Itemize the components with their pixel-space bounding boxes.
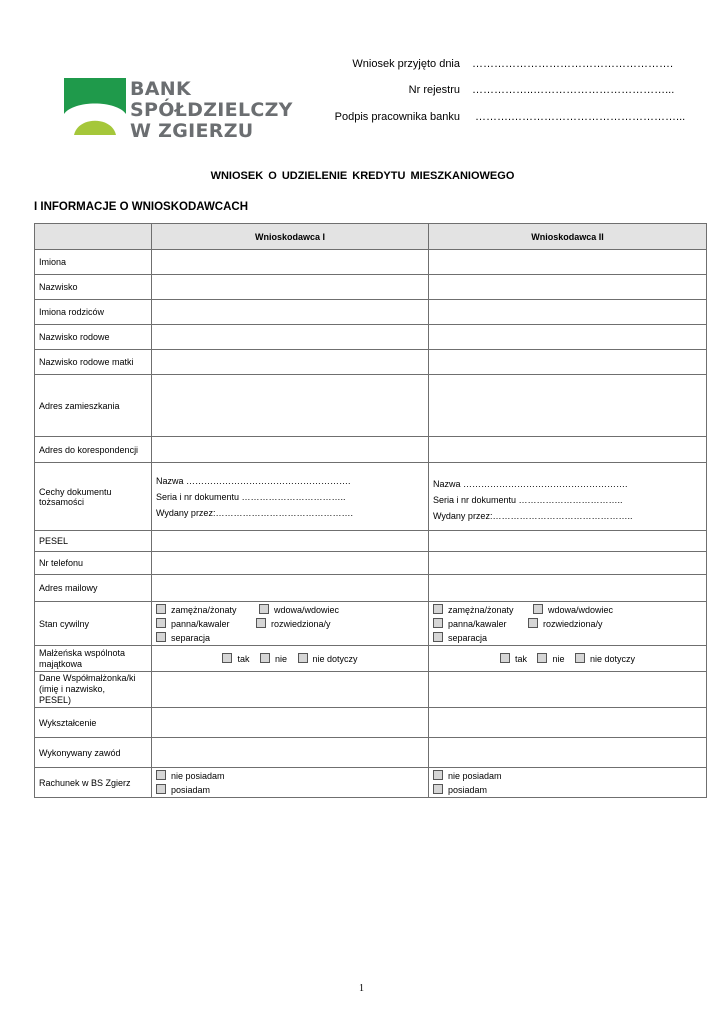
separated-label: separacja <box>171 632 211 643</box>
document-issuer-field-1[interactable]: Wydany przez:………………………………………. <box>156 507 353 518</box>
account-options-2 <box>429 768 707 798</box>
single-label: panna/kawaler <box>448 618 507 629</box>
nazwisko-field-2[interactable] <box>429 275 707 300</box>
page-number: 1 <box>359 983 364 994</box>
adres-zamieszkania-field-1[interactable] <box>152 375 429 437</box>
wyksztalcenie-field-1[interactable] <box>152 708 429 738</box>
nazwisko-rodowe-field-1[interactable] <box>152 325 429 350</box>
row-label-imiona: Imiona <box>35 250 152 275</box>
widowed-checkbox-2[interactable] <box>533 604 543 614</box>
row-label-imiona-rodzicow: Imiona rodziców <box>35 300 152 325</box>
row-label-nr-telefonu: Nr telefonu <box>35 552 152 575</box>
adres-korespondencji-field-2[interactable] <box>429 437 707 463</box>
imiona-field-1[interactable] <box>152 250 429 275</box>
account-none-label: nie posiadam <box>448 770 502 781</box>
separated-label: separacja <box>448 632 488 643</box>
divorced-label: rozwiedziona/y <box>543 618 603 629</box>
account-none-label: nie posiadam <box>171 770 225 781</box>
community-no-label: nie <box>552 654 565 664</box>
bank-logo-mark-icon <box>64 78 126 136</box>
row-label-dane-wspolmalzonka-line2: (imię i nazwisko, <box>39 684 106 694</box>
document-title: WNIOSEK O UDZIELENIE KREDYTU MIESZKANIOWEGO <box>210 170 515 182</box>
row-label-wyksztalcenie: Wykształcenie <box>35 708 152 738</box>
divorced-label: rozwiedziona/y <box>271 618 331 629</box>
community-yes-label: tak <box>514 654 527 664</box>
account-options-1 <box>152 768 429 798</box>
spouse-data-field-2[interactable] <box>429 672 707 708</box>
row-label-nazwisko: Nazwisko <box>35 275 152 300</box>
imiona-field-2[interactable] <box>429 250 707 275</box>
adres-mailowy-field-2[interactable] <box>429 575 707 602</box>
section-title: I INFORMACJE O WNIOSKODAWCACH <box>34 201 249 213</box>
wyksztalcenie-field-2[interactable] <box>429 708 707 738</box>
row-label-stan-cywilny: Stan cywilny <box>35 602 152 646</box>
widowed-label: wdowa/wdowiec <box>274 604 340 615</box>
account-none-checkbox-1[interactable] <box>156 770 166 780</box>
bank-logo-text <box>130 79 293 142</box>
column-header-applicant-2: Wnioskodawca II <box>429 224 707 250</box>
account-has-label: posiadam <box>448 784 488 795</box>
pesel-field-2[interactable] <box>429 531 707 552</box>
row-label-cechy-dokumentu <box>35 463 152 531</box>
bank-employee-signature-label: Podpis pracownika banku <box>334 111 460 123</box>
row-label-adres-korespondencji: Adres do korespondencji <box>35 437 152 463</box>
row-label-rachunek: Rachunek w BS Zgierz <box>35 768 152 798</box>
imiona-rodzicow-field-2[interactable] <box>429 300 707 325</box>
married-checkbox-1[interactable] <box>156 604 166 614</box>
bank-logo <box>64 78 126 141</box>
married-label: zamężna/żonaty <box>448 604 514 615</box>
single-checkbox-1[interactable] <box>156 618 166 628</box>
row-label-nazwisko-rodowe: Nazwisko rodowe <box>35 325 152 350</box>
adres-mailowy-field-1[interactable] <box>152 575 429 602</box>
divorced-checkbox-2[interactable] <box>528 618 538 628</box>
community-no-checkbox-1[interactable] <box>260 653 270 663</box>
community-property-options-2 <box>429 646 707 672</box>
document-series-field-1[interactable]: Seria i nr dokumentu …………………………….. <box>156 491 346 502</box>
marital-status-options-2 <box>429 602 707 646</box>
row-label-adres-zamieszkania: Adres zamieszkania <box>35 375 152 437</box>
account-none-checkbox-2[interactable] <box>433 770 443 780</box>
nr-telefonu-field-2[interactable] <box>429 552 707 575</box>
community-na-checkbox-1[interactable] <box>298 653 308 663</box>
received-date-field[interactable]: ………………………………………………. <box>472 58 674 70</box>
table-corner <box>35 224 152 250</box>
row-label-wspolnota-line2: majątkowa <box>39 658 83 669</box>
nr-telefonu-field-1[interactable] <box>152 552 429 575</box>
row-label-adres-mailowy: Adres mailowy <box>35 575 152 602</box>
logo-line-zgierz: W ZGIERZU <box>130 120 254 142</box>
applicants-table <box>34 223 707 798</box>
row-label-cechy-dokumentu-line1: Cechy dokumentu <box>39 486 112 497</box>
community-na-checkbox-2[interactable] <box>575 653 585 663</box>
community-no-label: nie <box>274 654 287 664</box>
community-property-options-1 <box>152 646 429 672</box>
account-has-checkbox-2[interactable] <box>433 784 443 794</box>
single-checkbox-2[interactable] <box>433 618 443 628</box>
community-yes-checkbox-2[interactable] <box>500 653 510 663</box>
community-no-checkbox-2[interactable] <box>537 653 547 663</box>
pesel-field-1[interactable] <box>152 531 429 552</box>
single-label: panna/kawaler <box>171 618 230 629</box>
document-series-field-2[interactable]: Seria i nr dokumentu …………………………….. <box>433 494 623 505</box>
married-checkbox-2[interactable] <box>433 604 443 614</box>
logo-line-spoldzielczy: SPÓŁDZIELCZY <box>130 99 293 121</box>
document-details-2 <box>429 463 707 531</box>
divorced-checkbox-1[interactable] <box>256 618 266 628</box>
separated-checkbox-2[interactable] <box>433 632 443 642</box>
column-header-applicant-1: Wnioskodawca I <box>152 224 429 250</box>
nazwisko-rodowe-matki-field-1[interactable] <box>152 350 429 375</box>
row-label-pesel: PESEL <box>35 531 152 552</box>
register-number-label: Nr rejestru <box>408 84 460 96</box>
community-yes-checkbox-1[interactable] <box>222 653 232 663</box>
row-label-cechy-dokumentu-line2: tożsamości <box>39 496 85 507</box>
row-label-dane-wspolmalzonka <box>35 672 152 708</box>
separated-checkbox-1[interactable] <box>156 632 166 642</box>
adres-zamieszkania-field-2[interactable] <box>429 375 707 437</box>
document-name-field-2[interactable]: Nazwa ………………………………………………. <box>433 478 628 489</box>
imiona-rodzicow-field-1[interactable] <box>152 300 429 325</box>
nazwisko-field-1[interactable] <box>152 275 429 300</box>
row-label-nazwisko-rodowe-matki: Nazwisko rodowe matki <box>35 350 152 375</box>
bank-employee-signature-field[interactable]: ……….………………………………………... <box>475 111 686 123</box>
widowed-label: wdowa/wdowiec <box>548 604 614 615</box>
account-has-label: posiadam <box>171 784 211 795</box>
row-label-wspolnota-line1: Małżeńska wspólnota <box>39 647 126 658</box>
register-number-field[interactable]: ……………..………………………………... <box>472 84 675 96</box>
nazwisko-rodowe-field-2[interactable] <box>429 325 707 350</box>
row-label-dane-wspolmalzonka-line1: Dane Współmałżonka/ki <box>39 673 136 683</box>
community-yes-label: tak <box>237 654 250 664</box>
spouse-data-field-1[interactable] <box>152 672 429 708</box>
document-name-field-1[interactable]: Nazwa ………………………………………………. <box>156 475 351 486</box>
received-date-label: Wniosek przyjęto dnia <box>352 58 460 70</box>
nazwisko-rodowe-matki-field-2[interactable] <box>429 350 707 375</box>
adres-korespondencji-field-1[interactable] <box>152 437 429 463</box>
row-label-wspolnota-majatkowa <box>35 646 152 672</box>
logo-line-bank: BANK <box>130 78 192 100</box>
married-label: zamężna/żonaty <box>171 604 237 615</box>
row-label-zawod: Wykonywany zawód <box>35 738 152 768</box>
community-na-label: nie dotyczy <box>590 654 636 664</box>
document-details-1 <box>152 463 429 531</box>
marital-status-options-1 <box>152 602 429 646</box>
zawod-field-1[interactable] <box>152 738 429 768</box>
zawod-field-2[interactable] <box>429 738 707 768</box>
account-has-checkbox-1[interactable] <box>156 784 166 794</box>
row-label-dane-wspolmalzonka-line3: PESEL) <box>39 695 72 705</box>
community-na-label: nie dotyczy <box>312 654 358 664</box>
document-issuer-field-2[interactable]: Wydany przez:……………………………………….. <box>433 510 633 521</box>
widowed-checkbox-1[interactable] <box>259 604 269 614</box>
